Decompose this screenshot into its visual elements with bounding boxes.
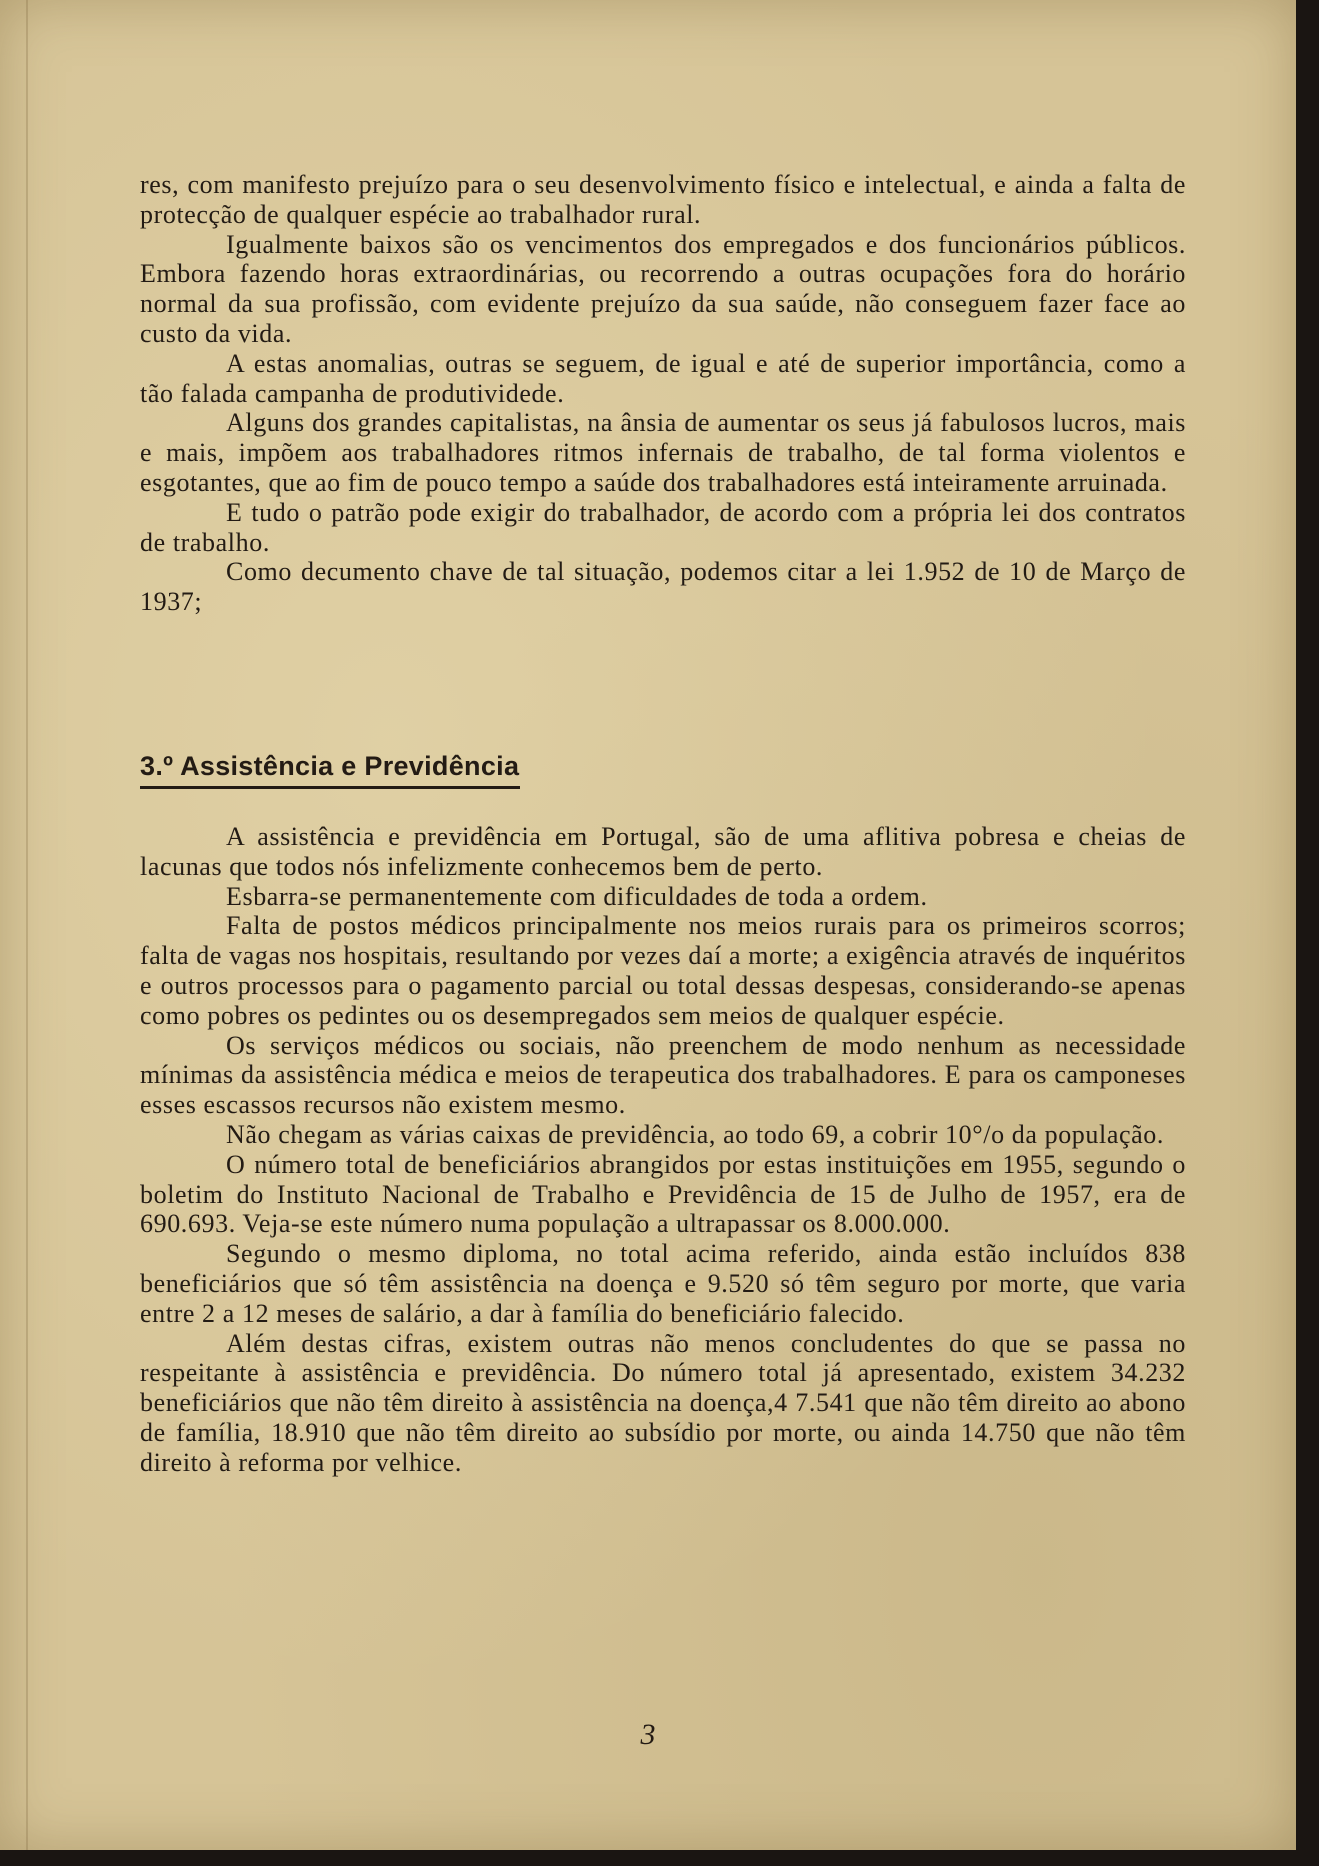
paragraph: Além destas cifras, existem outras não menos concludentes do que se passa no respeitante à assistência e previdência. Do número total já apresentado, existem 34.232 beneficiários que não têm direito à assistência na doença,4 7.541 que não têm direito ao abono de família, 18.910 que não têm direito ao subsídio por morte, ou ainda 14.750 que não têm direito à reforma por velhice. (140, 1328, 1186, 1477)
body-text-top (140, 170, 1186, 617)
paragraph: Alguns dos grandes capitalistas, na ânsia de aumentar os seus já fabulosos lucros, mais e mais, impõem aos trabalhadores ritmos infernais de trabalho, de tal forma violentos e esgotantes, que ao fim de pouco tempo a saúde dos trabalhadores está inteiramente arruinada. (140, 408, 1186, 497)
paragraph: Como decumento chave de tal situação, podemos citar a lei 1.952 de 10 de Março de 1937; (140, 557, 1186, 617)
paragraph: O número total de beneficiários abrangidos por estas instituições em 1955, segundo o boletim do Instituto Nacional de Trabalho e Previdência de 15 de Julho de 1957, era de 690.693. Veja-se este número numa população a ultrapassar os 8.000.000. (140, 1149, 1186, 1239)
paragraph: Não chegam as várias caixas de previdência, ao todo 69, a cobrir 10°/o da população. (226, 1119, 1164, 1149)
paragraph: E tudo o patrão pode exigir do trabalhador, de acordo com a própria lei dos contratos de trabalho. (140, 497, 1186, 557)
paragraph: Falta de postos médicos principalmente nos meios rurais para os primeiros scorros; falta de vagas nos hospitais, resultando por vezes daí a morte; a exigência através de inquéritos e outros processos para o pagamento parcial ou total dessas despesas, considerando-se apenas como pobres os pedintes ou os desempregados sem meios de qualquer espécie. (140, 911, 1186, 1030)
paragraph: Os serviços médicos ou sociais, não preenchem de modo nenhum as necessidade mínimas da assistência médica e meios de terapeutica dos trabalhadores. E para os camponeses esses escassos recursos não existem mesmo. (140, 1030, 1186, 1120)
paper-fold-line (26, 0, 28, 1850)
paragraph: Segundo o mesmo diploma, no total acima referido, ainda estão incluídos 838 beneficiários que só têm assistência na doença e 9.520 só têm seguro por morte, que varia entre 2 a 12 meses de salário, a dar à família do beneficiário falecido. (140, 1239, 1186, 1328)
paragraph: A estas anomalias, outras se seguem, de igual e até de superior importância, como a tão falada campanha de produtividede. (140, 348, 1186, 408)
paragraph: res, com manifesto prejuízo para o seu desenvolvimento físico e intelectual, e ainda a falta de protecção de qualquer espécie ao trabalhador rural. (140, 170, 1186, 229)
paragraph: Igualmente baixos são os vencimentos dos empregados e dos funcionários públicos. Embora fazendo horas extraordinárias, ou recorrendo a outras ocupações fora do horário normal da sua profissão, com evidente prejuízo da sua saúde, não conseguem fazer face ao custo da vida. (140, 229, 1186, 348)
page-number: 3 (640, 1718, 656, 1751)
paragraph: Esbarra-se permanentemente com dificuldades de toda a ordem. (226, 881, 928, 911)
paragraph: A assistência e previdência em Portugal, são de uma aflitiva pobresa e cheias de lacunas que todos nós infelizmente conhecemos bem de perto. (140, 822, 1186, 881)
body-text-section (140, 822, 1186, 1478)
section-heading: 3.º Assistência e Previdência (140, 751, 520, 789)
